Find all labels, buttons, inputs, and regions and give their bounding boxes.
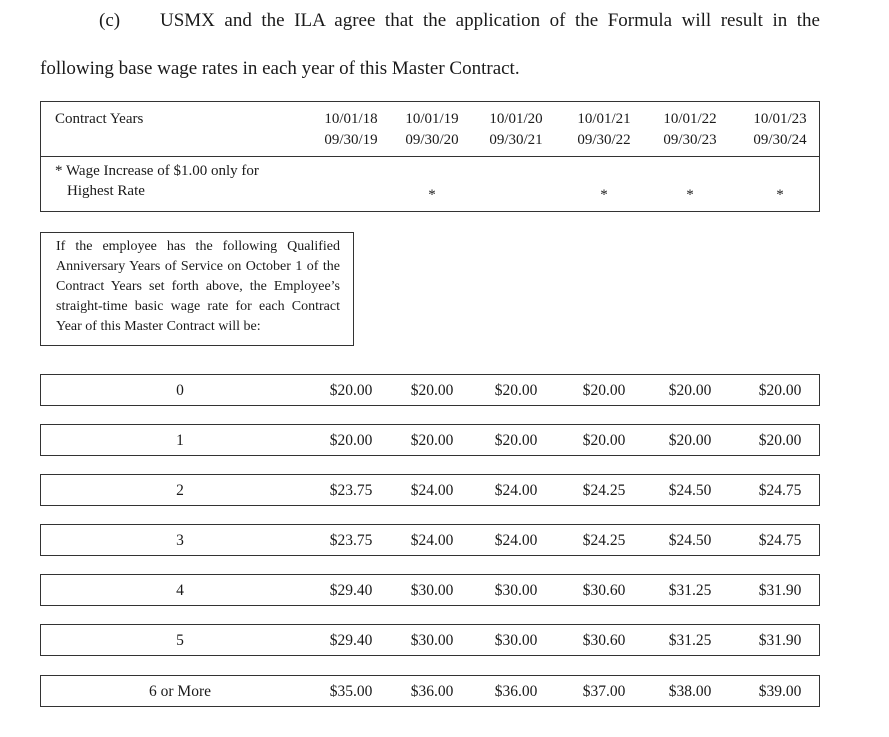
paragraph-line-2: following base wage rates in each year of this Master Contract. bbox=[40, 58, 520, 79]
year-end: 09/30/20 bbox=[405, 132, 459, 148]
wage-rate: $36.00 bbox=[494, 683, 538, 700]
wage-row-5 bbox=[40, 624, 820, 656]
increase-mark: * bbox=[776, 187, 784, 203]
year-column-3 bbox=[489, 109, 542, 151]
wage-rate: $31.25 bbox=[668, 582, 712, 599]
service-years: 1 bbox=[176, 432, 184, 449]
wage-rate: $20.00 bbox=[494, 382, 538, 399]
increase-mark: * bbox=[600, 187, 608, 203]
year-column-4 bbox=[577, 109, 630, 151]
wage-rate: $30.60 bbox=[582, 632, 626, 649]
service-years: 6 or More bbox=[149, 683, 211, 700]
service-years: 3 bbox=[176, 532, 184, 549]
wage-row-2 bbox=[40, 474, 820, 506]
wage-rate: $30.60 bbox=[582, 582, 626, 599]
year-start: 10/01/23 bbox=[753, 111, 807, 127]
wage-rate: $20.00 bbox=[582, 382, 626, 399]
wage-rate: $37.00 bbox=[582, 683, 626, 700]
year-start: 10/01/22 bbox=[663, 111, 717, 127]
wage-rate: $30.00 bbox=[410, 582, 454, 599]
wage-rate: $31.25 bbox=[668, 632, 712, 649]
wage-rate: $29.40 bbox=[329, 632, 373, 649]
wage-rate: $20.00 bbox=[758, 382, 802, 399]
service-years: 0 bbox=[176, 382, 184, 399]
explanation-line: straight-time basic wage rate for each Contract bbox=[56, 299, 340, 314]
paragraph-marker: (c) bbox=[99, 10, 121, 31]
wage-rate: $23.75 bbox=[329, 532, 373, 549]
wage-row-1 bbox=[40, 424, 820, 456]
year-end: 09/30/21 bbox=[489, 132, 543, 148]
wage-rate: $24.75 bbox=[758, 482, 802, 499]
wage-rate: $24.00 bbox=[410, 482, 454, 499]
wage-rate: $24.75 bbox=[758, 532, 802, 549]
year-end: 09/30/19 bbox=[324, 132, 378, 148]
wage-row-6-or-more bbox=[40, 675, 820, 707]
wage-rate: $30.00 bbox=[494, 582, 538, 599]
increase-mark: * bbox=[428, 187, 436, 203]
wage-row-4 bbox=[40, 574, 820, 606]
explanation-line: If the employee has the following Qualified bbox=[56, 239, 340, 254]
year-column-5 bbox=[663, 109, 716, 151]
wage-rate: $31.90 bbox=[758, 632, 802, 649]
service-years: 2 bbox=[176, 482, 184, 499]
wage-rate: $39.00 bbox=[758, 683, 802, 700]
wage-rate: $20.00 bbox=[410, 432, 454, 449]
year-start: 10/01/19 bbox=[405, 111, 459, 127]
wage-rate: $24.00 bbox=[494, 482, 538, 499]
year-end: 09/30/23 bbox=[663, 132, 717, 148]
service-years: 4 bbox=[176, 582, 184, 599]
wage-rate: $24.50 bbox=[668, 482, 712, 499]
wage-rate: $20.00 bbox=[668, 432, 712, 449]
wage-rate: $20.00 bbox=[494, 432, 538, 449]
wage-row-3 bbox=[40, 524, 820, 556]
year-end: 09/30/22 bbox=[577, 132, 631, 148]
wage-increase-note bbox=[40, 156, 820, 212]
wage-rate: $24.25 bbox=[582, 532, 626, 549]
year-start: 10/01/18 bbox=[324, 111, 378, 127]
service-years: 5 bbox=[176, 632, 184, 649]
wage-rate: $20.00 bbox=[668, 382, 712, 399]
wage-rate: $36.00 bbox=[410, 683, 454, 700]
wage-rate: $20.00 bbox=[329, 382, 373, 399]
wage-rate: $29.40 bbox=[329, 582, 373, 599]
wage-rate: $24.25 bbox=[582, 482, 626, 499]
year-start: 10/01/21 bbox=[577, 111, 631, 127]
wage-rate: $38.00 bbox=[668, 683, 712, 700]
paragraph-line-1 bbox=[0, 10, 889, 36]
wage-rate: $20.00 bbox=[758, 432, 802, 449]
wage-row-0 bbox=[40, 374, 820, 406]
year-column-1 bbox=[324, 109, 377, 151]
wage-rate: $20.00 bbox=[410, 382, 454, 399]
wage-rate: $24.50 bbox=[668, 532, 712, 549]
year-column-2 bbox=[405, 109, 458, 151]
wage-rate: $31.90 bbox=[758, 582, 802, 599]
paragraph-text-line-1: USMX and the ILA agree that the application of the Formula will result in the bbox=[160, 10, 820, 31]
explanation-line: Anniversary Years of Service on October 1 of the bbox=[56, 259, 340, 274]
qualified-years-explanation bbox=[40, 232, 354, 346]
explanation-line: Year of this Master Contract will be: bbox=[56, 319, 261, 334]
contract-years-label: Contract Years bbox=[55, 111, 144, 127]
wage-increase-note-text bbox=[55, 161, 259, 201]
wage-rate: $24.00 bbox=[494, 532, 538, 549]
year-column-6 bbox=[753, 109, 806, 151]
contract-years-header bbox=[40, 101, 820, 157]
wage-rate: $30.00 bbox=[494, 632, 538, 649]
wage-rate: $20.00 bbox=[329, 432, 373, 449]
year-end: 09/30/24 bbox=[753, 132, 807, 148]
wage-rate: $30.00 bbox=[410, 632, 454, 649]
wage-rate: $24.00 bbox=[410, 532, 454, 549]
note-line-2: Highest Rate bbox=[67, 183, 145, 199]
explanation-line: Contract Years set forth above, the Employee’s bbox=[56, 279, 340, 294]
note-line-1: * Wage Increase of $1.00 only for bbox=[55, 163, 259, 179]
increase-mark: * bbox=[686, 187, 694, 203]
year-start: 10/01/20 bbox=[489, 111, 543, 127]
wage-rate: $35.00 bbox=[329, 683, 373, 700]
wage-rate: $20.00 bbox=[582, 432, 626, 449]
wage-rate: $23.75 bbox=[329, 482, 373, 499]
